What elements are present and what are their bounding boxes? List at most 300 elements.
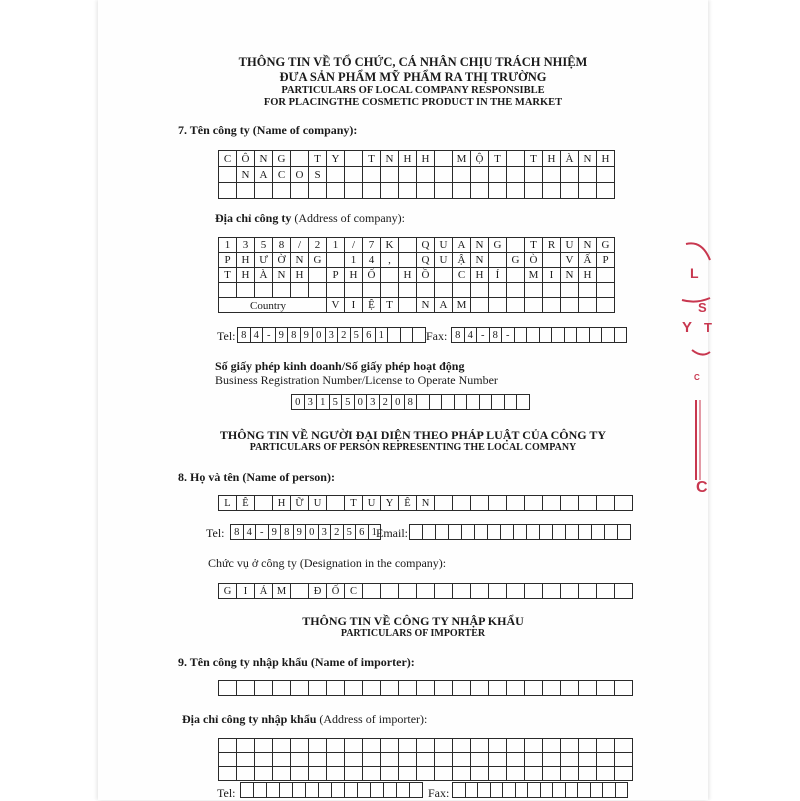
importer-address-char-box[interactable] bbox=[507, 739, 525, 753]
company-fax-char-box[interactable] bbox=[514, 328, 527, 343]
company-tel-char-box[interactable]: 9 bbox=[275, 328, 288, 343]
country-char-box[interactable]: T bbox=[381, 298, 399, 313]
company-name-char-box[interactable] bbox=[363, 183, 381, 199]
company-fax-char-box[interactable] bbox=[602, 328, 615, 343]
importer-address-char-box[interactable] bbox=[255, 739, 273, 753]
person-email-char-box[interactable] bbox=[605, 525, 618, 540]
company-address-char-box[interactable]: H bbox=[237, 268, 255, 283]
company-fax-char-box[interactable] bbox=[552, 328, 565, 343]
company-fax-char-box[interactable] bbox=[539, 328, 552, 343]
company-address-char-box[interactable]: I bbox=[543, 268, 561, 283]
company-fax-char-box[interactable] bbox=[564, 328, 577, 343]
company-name-char-box[interactable] bbox=[237, 183, 255, 199]
company-name-char-box[interactable]: M bbox=[453, 151, 471, 167]
company-address-char-box[interactable]: N bbox=[273, 268, 291, 283]
person-name-char-box[interactable] bbox=[489, 496, 507, 511]
importer-address-char-box[interactable] bbox=[453, 753, 471, 767]
importer-address-char-box[interactable] bbox=[237, 739, 255, 753]
company-address-char-box[interactable] bbox=[435, 268, 453, 283]
company-address-char-box[interactable]: G bbox=[309, 253, 327, 268]
company-name-char-box[interactable] bbox=[309, 183, 327, 199]
importer-address-char-box[interactable] bbox=[273, 739, 291, 753]
company-name-char-box[interactable]: H bbox=[543, 151, 561, 167]
company-address-char-box[interactable]: H bbox=[471, 268, 489, 283]
company-address-char-box[interactable]: N bbox=[471, 253, 489, 268]
importer-address-char-box[interactable] bbox=[219, 753, 237, 767]
importer-address-char-box[interactable] bbox=[543, 753, 561, 767]
company-name-char-box[interactable] bbox=[291, 183, 309, 199]
company-address-char-box[interactable]: Ò bbox=[525, 253, 543, 268]
importer-address-char-box[interactable] bbox=[399, 739, 417, 753]
person-tel-char-box[interactable]: 6 bbox=[356, 525, 369, 540]
person-tel-char-box[interactable]: - bbox=[256, 525, 269, 540]
importer-address-char-box[interactable] bbox=[309, 767, 327, 781]
license-char-box[interactable] bbox=[517, 395, 530, 410]
importer-address-char-box[interactable] bbox=[435, 739, 453, 753]
importer-name-char-box[interactable] bbox=[615, 681, 633, 696]
license-char-box[interactable] bbox=[454, 395, 467, 410]
company-name-char-box[interactable]: Ô bbox=[237, 151, 255, 167]
company-address-char-box[interactable] bbox=[327, 253, 345, 268]
importer-tel-char-box[interactable] bbox=[410, 783, 423, 798]
importer-tel-char-box[interactable] bbox=[397, 783, 410, 798]
importer-address-char-box[interactable] bbox=[489, 753, 507, 767]
importer-fax-char-box[interactable] bbox=[603, 783, 616, 798]
importer-address-char-box[interactable] bbox=[417, 767, 435, 781]
importer-address-char-box[interactable] bbox=[507, 767, 525, 781]
company-address-char-box[interactable] bbox=[381, 268, 399, 283]
company-name-char-box[interactable] bbox=[399, 167, 417, 183]
company-name-char-box[interactable]: A bbox=[255, 167, 273, 183]
importer-name-char-box[interactable] bbox=[507, 681, 525, 696]
person-email-char-box[interactable] bbox=[566, 525, 579, 540]
company-address-char-box[interactable]: / bbox=[291, 238, 309, 253]
company-name-char-box[interactable]: G bbox=[273, 151, 291, 167]
company-address-char-box[interactable]: Q bbox=[417, 238, 435, 253]
company-address-char-box[interactable] bbox=[579, 283, 597, 298]
importer-address-char-box[interactable] bbox=[417, 753, 435, 767]
company-address-char-box[interactable]: U bbox=[435, 253, 453, 268]
company-name-char-box[interactable] bbox=[435, 183, 453, 199]
person-tel-char-box[interactable]: 0 bbox=[306, 525, 319, 540]
importer-address-char-box[interactable] bbox=[417, 739, 435, 753]
importer-address-char-box[interactable] bbox=[345, 739, 363, 753]
importer-tel-char-box[interactable] bbox=[384, 783, 397, 798]
person-name-char-box[interactable]: N bbox=[417, 496, 435, 511]
importer-fax-boxes[interactable] bbox=[452, 782, 628, 798]
license-char-box[interactable] bbox=[467, 395, 480, 410]
license-char-box[interactable]: 2 bbox=[379, 395, 392, 410]
company-tel-char-box[interactable]: 8 bbox=[238, 328, 251, 343]
company-name-char-box[interactable] bbox=[525, 183, 543, 199]
company-fax-char-box[interactable]: 8 bbox=[452, 328, 465, 343]
company-name-char-box[interactable] bbox=[327, 183, 345, 199]
importer-fax-char-box[interactable] bbox=[615, 783, 628, 798]
company-address-char-box[interactable] bbox=[255, 283, 273, 298]
importer-fax-char-box[interactable] bbox=[453, 783, 466, 798]
company-name-char-box[interactable]: H bbox=[597, 151, 615, 167]
designation-char-box[interactable] bbox=[579, 584, 597, 599]
importer-name-char-box[interactable] bbox=[525, 681, 543, 696]
company-address-char-box[interactable] bbox=[453, 283, 471, 298]
importer-tel-char-box[interactable] bbox=[241, 783, 254, 798]
person-name-char-box[interactable] bbox=[327, 496, 345, 511]
person-email-char-box[interactable] bbox=[410, 525, 423, 540]
person-name-char-box[interactable] bbox=[597, 496, 615, 511]
person-name-char-box[interactable] bbox=[615, 496, 633, 511]
country-char-box[interactable] bbox=[561, 298, 579, 313]
importer-address-char-box[interactable] bbox=[543, 739, 561, 753]
company-address-char-box[interactable]: P bbox=[597, 253, 615, 268]
importer-name-char-box[interactable] bbox=[543, 681, 561, 696]
importer-tel-char-box[interactable] bbox=[358, 783, 371, 798]
company-fax-char-box[interactable]: - bbox=[502, 328, 515, 343]
person-name-char-box[interactable]: Ê bbox=[237, 496, 255, 511]
company-address-char-box[interactable] bbox=[399, 253, 417, 268]
person-name-char-box[interactable] bbox=[255, 496, 273, 511]
importer-address-char-box[interactable] bbox=[597, 753, 615, 767]
company-name-char-box[interactable] bbox=[597, 167, 615, 183]
importer-tel-char-box[interactable] bbox=[280, 783, 293, 798]
company-address-char-box[interactable]: 7 bbox=[363, 238, 381, 253]
importer-name-char-box[interactable] bbox=[237, 681, 255, 696]
company-address-char-box[interactable]: G bbox=[597, 238, 615, 253]
company-address-char-box[interactable]: P bbox=[327, 268, 345, 283]
company-address-char-box[interactable] bbox=[309, 283, 327, 298]
license-number-boxes[interactable] bbox=[291, 394, 530, 410]
company-name-char-box[interactable] bbox=[543, 183, 561, 199]
person-tel-char-box[interactable]: 4 bbox=[243, 525, 256, 540]
company-name-char-box[interactable]: T bbox=[363, 151, 381, 167]
person-tel-char-box[interactable]: 1 bbox=[368, 525, 381, 540]
company-tel-char-box[interactable]: 2 bbox=[338, 328, 351, 343]
company-name-char-box[interactable] bbox=[381, 183, 399, 199]
importer-name-char-box[interactable] bbox=[363, 681, 381, 696]
importer-address-char-box[interactable] bbox=[381, 767, 399, 781]
person-name-char-box[interactable]: Ữ bbox=[291, 496, 309, 511]
designation-char-box[interactable] bbox=[525, 584, 543, 599]
importer-name-char-box[interactable] bbox=[399, 681, 417, 696]
designation-char-box[interactable]: M bbox=[273, 584, 291, 599]
person-name-char-box[interactable] bbox=[435, 496, 453, 511]
importer-address-char-box[interactable] bbox=[471, 767, 489, 781]
designation-char-box[interactable] bbox=[453, 584, 471, 599]
importer-fax-char-box[interactable] bbox=[515, 783, 528, 798]
company-name-char-box[interactable] bbox=[291, 151, 309, 167]
company-fax-char-box[interactable] bbox=[589, 328, 602, 343]
importer-name-char-box[interactable] bbox=[453, 681, 471, 696]
company-name-char-box[interactable] bbox=[597, 183, 615, 199]
importer-address-char-box[interactable] bbox=[597, 767, 615, 781]
designation-char-box[interactable] bbox=[615, 584, 633, 599]
company-address-char-box[interactable] bbox=[489, 253, 507, 268]
importer-address-char-box[interactable] bbox=[435, 753, 453, 767]
importer-address-char-box[interactable] bbox=[345, 753, 363, 767]
importer-address-char-box[interactable] bbox=[579, 739, 597, 753]
company-address-char-box[interactable]: Ấ bbox=[579, 253, 597, 268]
company-name-char-box[interactable] bbox=[507, 151, 525, 167]
company-name-char-box[interactable]: C bbox=[219, 151, 237, 167]
importer-address-char-box[interactable] bbox=[579, 753, 597, 767]
importer-fax-char-box[interactable] bbox=[590, 783, 603, 798]
company-address-char-box[interactable]: Q bbox=[417, 253, 435, 268]
importer-address-char-box[interactable] bbox=[615, 753, 633, 767]
importer-address-char-box[interactable] bbox=[219, 767, 237, 781]
importer-address-char-box[interactable] bbox=[615, 739, 633, 753]
company-address-char-box[interactable]: U bbox=[561, 238, 579, 253]
company-name-char-box[interactable]: N bbox=[255, 151, 273, 167]
importer-tel-char-box[interactable] bbox=[371, 783, 384, 798]
license-char-box[interactable] bbox=[492, 395, 505, 410]
person-name-char-box[interactable] bbox=[543, 496, 561, 511]
company-address-char-box[interactable]: 1 bbox=[345, 253, 363, 268]
company-name-char-box[interactable] bbox=[345, 151, 363, 167]
company-name-char-box[interactable]: S bbox=[309, 167, 327, 183]
company-name-char-box[interactable] bbox=[435, 151, 453, 167]
person-email-char-box[interactable] bbox=[462, 525, 475, 540]
importer-address-char-box[interactable] bbox=[597, 739, 615, 753]
importer-name-char-box[interactable] bbox=[561, 681, 579, 696]
importer-address-char-box[interactable] bbox=[291, 767, 309, 781]
importer-name-char-box[interactable] bbox=[579, 681, 597, 696]
person-name-boxes[interactable] bbox=[218, 495, 633, 511]
importer-address-char-box[interactable] bbox=[453, 739, 471, 753]
company-fax-char-box[interactable]: 4 bbox=[464, 328, 477, 343]
importer-address-char-box[interactable] bbox=[237, 753, 255, 767]
company-name-char-box[interactable] bbox=[507, 183, 525, 199]
person-email-boxes[interactable] bbox=[409, 524, 631, 540]
company-address-char-box[interactable]: H bbox=[291, 268, 309, 283]
license-char-box[interactable]: 1 bbox=[317, 395, 330, 410]
designation-char-box[interactable] bbox=[291, 584, 309, 599]
person-email-char-box[interactable] bbox=[527, 525, 540, 540]
company-address-char-box[interactable]: 5 bbox=[255, 238, 273, 253]
importer-fax-char-box[interactable] bbox=[528, 783, 541, 798]
company-tel-char-box[interactable]: 5 bbox=[350, 328, 363, 343]
importer-address-char-box[interactable] bbox=[255, 753, 273, 767]
company-name-char-box[interactable]: Y bbox=[327, 151, 345, 167]
company-name-char-box[interactable] bbox=[363, 167, 381, 183]
company-name-char-box[interactable] bbox=[453, 183, 471, 199]
country-char-box[interactable]: M bbox=[453, 298, 471, 313]
country-char-box[interactable] bbox=[543, 298, 561, 313]
person-email-char-box[interactable] bbox=[514, 525, 527, 540]
company-address-char-box[interactable]: C bbox=[453, 268, 471, 283]
company-name-char-box[interactable] bbox=[417, 167, 435, 183]
license-char-box[interactable]: 5 bbox=[329, 395, 342, 410]
company-address-char-box[interactable]: N bbox=[579, 238, 597, 253]
company-address-char-box[interactable]: R bbox=[543, 238, 561, 253]
designation-char-box[interactable]: I bbox=[237, 584, 255, 599]
company-address-char-box[interactable]: T bbox=[219, 268, 237, 283]
company-name-char-box[interactable] bbox=[543, 167, 561, 183]
company-address-char-box[interactable] bbox=[399, 283, 417, 298]
person-email-char-box[interactable] bbox=[475, 525, 488, 540]
company-name-char-box[interactable] bbox=[327, 167, 345, 183]
company-address-char-box[interactable]: À bbox=[255, 268, 273, 283]
company-fax-char-box[interactable] bbox=[614, 328, 627, 343]
company-name-char-box[interactable]: O bbox=[291, 167, 309, 183]
importer-name-char-box[interactable] bbox=[219, 681, 237, 696]
importer-fax-char-box[interactable] bbox=[553, 783, 566, 798]
company-name-char-box[interactable] bbox=[579, 183, 597, 199]
company-fax-char-box[interactable]: 8 bbox=[489, 328, 502, 343]
company-address-char-box[interactable]: H bbox=[237, 253, 255, 268]
company-name-char-box[interactable] bbox=[471, 167, 489, 183]
importer-name-char-box[interactable] bbox=[255, 681, 273, 696]
company-fax-char-box[interactable]: - bbox=[477, 328, 490, 343]
company-address-char-box[interactable]: G bbox=[489, 238, 507, 253]
company-name-char-box[interactable] bbox=[561, 167, 579, 183]
designation-char-box[interactable]: C bbox=[345, 584, 363, 599]
importer-address-char-box[interactable] bbox=[399, 753, 417, 767]
company-tel-char-box[interactable]: 0 bbox=[313, 328, 326, 343]
importer-name-char-box[interactable] bbox=[345, 681, 363, 696]
company-name-char-box[interactable] bbox=[399, 183, 417, 199]
license-char-box[interactable]: 0 bbox=[392, 395, 405, 410]
company-name-char-box[interactable]: T bbox=[489, 151, 507, 167]
company-name-char-box[interactable]: N bbox=[579, 151, 597, 167]
importer-address-char-box[interactable] bbox=[309, 739, 327, 753]
company-tel-char-box[interactable]: 8 bbox=[288, 328, 301, 343]
person-name-char-box[interactable]: U bbox=[363, 496, 381, 511]
country-char-box[interactable] bbox=[507, 298, 525, 313]
importer-name-char-box[interactable] bbox=[381, 681, 399, 696]
person-tel-char-box[interactable]: 9 bbox=[293, 525, 306, 540]
country-char-box[interactable] bbox=[597, 298, 615, 313]
importer-address-char-box[interactable] bbox=[525, 739, 543, 753]
importer-tel-char-box[interactable] bbox=[254, 783, 267, 798]
person-tel-char-box[interactable]: 8 bbox=[281, 525, 294, 540]
designation-char-box[interactable] bbox=[561, 584, 579, 599]
company-tel-char-box[interactable] bbox=[413, 328, 426, 343]
company-address-char-box[interactable] bbox=[291, 283, 309, 298]
country-char-box[interactable] bbox=[525, 298, 543, 313]
company-name-char-box[interactable] bbox=[435, 167, 453, 183]
person-name-char-box[interactable]: U bbox=[309, 496, 327, 511]
designation-char-box[interactable] bbox=[399, 584, 417, 599]
company-name-char-box[interactable]: T bbox=[525, 151, 543, 167]
company-name-char-box[interactable]: Ộ bbox=[471, 151, 489, 167]
company-address-char-box[interactable] bbox=[489, 283, 507, 298]
person-tel-char-box[interactable]: 3 bbox=[318, 525, 331, 540]
company-address-char-box[interactable]: Ờ bbox=[273, 253, 291, 268]
license-char-box[interactable] bbox=[442, 395, 455, 410]
company-address-char-box[interactable] bbox=[363, 283, 381, 298]
person-name-char-box[interactable] bbox=[525, 496, 543, 511]
importer-address-char-box[interactable] bbox=[255, 767, 273, 781]
importer-address-char-box[interactable] bbox=[381, 739, 399, 753]
person-tel-char-box[interactable]: 2 bbox=[331, 525, 344, 540]
importer-name-char-box[interactable] bbox=[597, 681, 615, 696]
importer-fax-char-box[interactable] bbox=[490, 783, 503, 798]
license-char-box[interactable]: 0 bbox=[292, 395, 305, 410]
company-address-char-box[interactable] bbox=[543, 283, 561, 298]
license-char-box[interactable] bbox=[479, 395, 492, 410]
country-char-box[interactable]: I bbox=[345, 298, 363, 313]
company-address-char-box[interactable] bbox=[507, 268, 525, 283]
company-name-char-box[interactable]: N bbox=[381, 151, 399, 167]
importer-address-char-box[interactable] bbox=[219, 739, 237, 753]
designation-char-box[interactable] bbox=[597, 584, 615, 599]
importer-tel-boxes[interactable] bbox=[240, 782, 423, 798]
company-name-char-box[interactable] bbox=[345, 183, 363, 199]
company-name-char-box[interactable]: N bbox=[237, 167, 255, 183]
person-email-char-box[interactable] bbox=[579, 525, 592, 540]
importer-fax-char-box[interactable] bbox=[478, 783, 491, 798]
company-address-char-box[interactable] bbox=[507, 283, 525, 298]
company-address-char-box[interactable]: H bbox=[399, 268, 417, 283]
importer-name-char-box[interactable] bbox=[435, 681, 453, 696]
company-address-char-box[interactable]: P bbox=[219, 253, 237, 268]
company-address-char-box[interactable]: Ồ bbox=[417, 268, 435, 283]
company-tel-char-box[interactable]: - bbox=[263, 328, 276, 343]
company-address-char-box[interactable] bbox=[435, 283, 453, 298]
company-name-char-box[interactable] bbox=[525, 167, 543, 183]
company-tel-char-box[interactable] bbox=[400, 328, 413, 343]
importer-name-char-box[interactable] bbox=[309, 681, 327, 696]
person-email-char-box[interactable] bbox=[436, 525, 449, 540]
company-address-char-box[interactable] bbox=[345, 283, 363, 298]
importer-address-char-box[interactable] bbox=[471, 739, 489, 753]
importer-address-char-box[interactable] bbox=[327, 753, 345, 767]
designation-char-box[interactable] bbox=[489, 584, 507, 599]
designation-char-box[interactable] bbox=[543, 584, 561, 599]
person-name-char-box[interactable] bbox=[579, 496, 597, 511]
importer-address-char-box[interactable] bbox=[327, 739, 345, 753]
company-address-char-box[interactable]: 2 bbox=[309, 238, 327, 253]
designation-char-box[interactable] bbox=[435, 584, 453, 599]
person-email-char-box[interactable] bbox=[501, 525, 514, 540]
company-address-char-box[interactable]: Ố bbox=[363, 268, 381, 283]
importer-address-char-box[interactable] bbox=[561, 767, 579, 781]
company-address-char-box[interactable]: Ư bbox=[255, 253, 273, 268]
person-email-char-box[interactable] bbox=[488, 525, 501, 540]
importer-tel-char-box[interactable] bbox=[293, 783, 306, 798]
person-name-char-box[interactable]: L bbox=[219, 496, 237, 511]
person-email-char-box[interactable] bbox=[540, 525, 553, 540]
designation-char-box[interactable] bbox=[507, 584, 525, 599]
person-email-char-box[interactable] bbox=[449, 525, 462, 540]
company-name-char-box[interactable] bbox=[255, 183, 273, 199]
company-address-char-box[interactable]: 1 bbox=[327, 238, 345, 253]
company-address-char-box[interactable]: H bbox=[579, 268, 597, 283]
importer-tel-char-box[interactable] bbox=[306, 783, 319, 798]
company-tel-char-box[interactable] bbox=[388, 328, 401, 343]
importer-address-char-box[interactable] bbox=[525, 767, 543, 781]
license-char-box[interactable]: 3 bbox=[304, 395, 317, 410]
company-name-char-box[interactable] bbox=[489, 167, 507, 183]
company-address-char-box[interactable] bbox=[507, 238, 525, 253]
importer-address-char-box[interactable] bbox=[363, 767, 381, 781]
company-address-char-box[interactable]: 8 bbox=[273, 238, 291, 253]
person-name-char-box[interactable] bbox=[453, 496, 471, 511]
company-address-char-box[interactable] bbox=[237, 283, 255, 298]
company-address-char-box[interactable] bbox=[543, 253, 561, 268]
company-address-char-box[interactable]: N bbox=[561, 268, 579, 283]
company-name-char-box[interactable] bbox=[417, 183, 435, 199]
importer-tel-char-box[interactable] bbox=[345, 783, 358, 798]
company-address-char-box[interactable]: N bbox=[471, 238, 489, 253]
person-tel-boxes[interactable] bbox=[230, 524, 381, 540]
importer-address-char-box[interactable] bbox=[453, 767, 471, 781]
license-char-box[interactable]: 0 bbox=[354, 395, 367, 410]
company-address-char-box[interactable] bbox=[597, 268, 615, 283]
company-address-char-box[interactable] bbox=[561, 283, 579, 298]
company-address-char-box[interactable]: U bbox=[435, 238, 453, 253]
designation-char-box[interactable] bbox=[381, 584, 399, 599]
company-address-char-box[interactable] bbox=[417, 283, 435, 298]
